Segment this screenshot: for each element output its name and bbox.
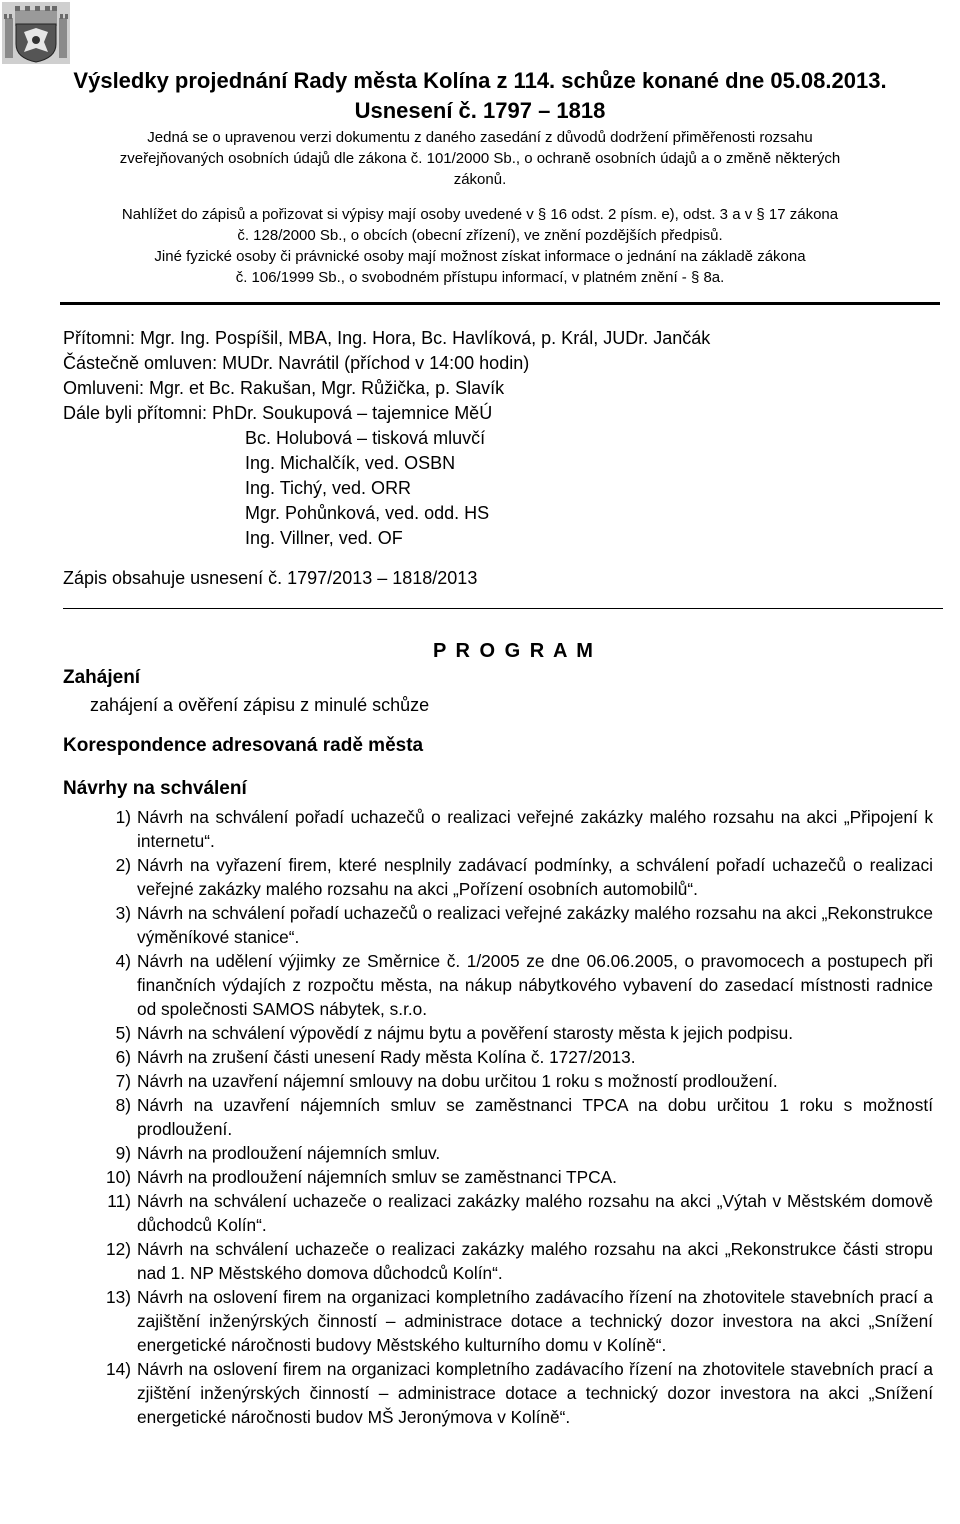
notice-line: zveřejňovaných osobních údajů dle zákona č. 101/2000 Sb., o ochraně osobních údajů a o změně některých bbox=[119, 150, 841, 167]
list-item-number: 12) bbox=[106, 1239, 131, 1259]
list-item-text: Návrh na schválení pořadí uchazečů o realizaci veřejné zakázky malého rozsahu na akci „Připojení k internetu“. bbox=[137, 807, 933, 851]
coat-of-arms-logo bbox=[2, 2, 70, 64]
list-item bbox=[63, 1165, 933, 1189]
attendance-other: Ing. Tichý, ved. ORR bbox=[245, 478, 412, 498]
list-item-text: Návrh na vyřazení firem, které nesplnily zadávací podmínky, a schválení pořadí uchazečů o realizaci veřejné zakázky malého rozsahu na akci „Pořízení osobních automobilů“. bbox=[137, 855, 933, 899]
list-item-text: Návrh na schválení uchazeče o realizaci zakázky malého rozsahu na akci „Rekonstrukce části stropu nad 1. NP Městského domova důchodců Kolín“. bbox=[137, 1239, 933, 1283]
list-item-number: 1) bbox=[115, 807, 131, 827]
list-item bbox=[63, 1189, 933, 1237]
list-item-number: 10) bbox=[106, 1167, 131, 1187]
list-item-text: Návrh na zrušení části unesení Rady města Kolína č. 1727/2013. bbox=[137, 1047, 636, 1067]
opening-text: zahájení a ověření zápisu z minulé schůze bbox=[90, 695, 430, 715]
list-item-text: Návrh na oslovení firem na organizaci kompletního zadávacího řízení na zhotovitele stavebních prací a zjištění inženýrských činností – administrace dotace a technický dozor investora na akci „Snížení energetické náročnosti budov MŠ Jeronýmova v Kolíně“. bbox=[137, 1359, 933, 1427]
list-item-number: 2) bbox=[115, 855, 131, 875]
list-item-text: Návrh na schválení uchazeče o realizaci zakázky malého rozsahu na akci „Výtah v Městském domově důchodců Kolín“. bbox=[137, 1191, 933, 1235]
list-item bbox=[63, 1021, 933, 1045]
resolutions-range: Zápis obsahuje usnesení č. 1797/2013 – 1818/2013 bbox=[63, 568, 478, 588]
list-item-number: 7) bbox=[115, 1071, 131, 1091]
list-item bbox=[63, 1069, 933, 1093]
opening-heading: Zahájení bbox=[63, 667, 141, 688]
list-item-text: Návrh na oslovení firem na organizaci kompletního zadávacího řízení na zhotovitele stavebních prací a zajištění inženýrských činností – administrace dotace a technický dozor investora na akci „Snížení energetické náročnosti budovy Městského kulturního domu v Kolíně“. bbox=[137, 1287, 933, 1355]
list-item-number: 5) bbox=[115, 1023, 131, 1043]
attendance-present: Přítomni: Mgr. Ing. Pospíšil, MBA, Ing. Hora, Bc. Havlíková, p. Král, JUDr. Jančák bbox=[63, 328, 711, 348]
program-title: P R O G R A M bbox=[433, 640, 595, 662]
list-item-number: 9) bbox=[115, 1143, 131, 1163]
notice-line: Jedná se o upravenou verzi dokumentu z daného zasedání z důvodů dodržení přiměřenosti rozsahu bbox=[147, 129, 813, 146]
divider bbox=[60, 302, 940, 305]
list-item bbox=[63, 1093, 933, 1141]
list-item bbox=[63, 1285, 933, 1357]
attendance-others: Dále byli přítomni: PhDr. Soukupová – tajemnice MěÚ bbox=[63, 403, 493, 423]
list-item-text: Návrh na uzavření nájemní smlouvy na dobu určitou 1 roku s možností prodloužení. bbox=[137, 1071, 778, 1091]
notice-line: č. 106/1999 Sb., o svobodném přístupu informací, v platném znění - § 8a. bbox=[235, 269, 725, 286]
list-item-text: Návrh na schválení pořadí uchazečů o realizaci veřejné zakázky malého rozsahu na akci „Rekonstrukce výměníkové stanice“. bbox=[137, 903, 933, 947]
divider bbox=[63, 608, 943, 609]
list-item-number: 4) bbox=[115, 951, 131, 971]
attendance-partial: Částečně omluven: MUDr. Navrátil (příchod v 14:00 hodin) bbox=[63, 353, 530, 373]
list-item-number: 6) bbox=[115, 1047, 131, 1067]
list-item-number: 3) bbox=[115, 903, 131, 923]
list-item-text: Návrh na prodloužení nájemních smluv se zaměstnanci TPCA. bbox=[137, 1167, 617, 1187]
list-item-text: Návrh na uzavření nájemních smluv se zaměstnanci TPCA na dobu určitou 1 roku s možností prodloužení. bbox=[137, 1095, 933, 1139]
list-item-text: Návrh na schválení výpovědí z nájmu bytu a pověření starosty města k jejich podpisu. bbox=[137, 1023, 794, 1043]
list-item bbox=[63, 949, 933, 1021]
correspondence-heading: Korespondence adresovaná radě města bbox=[63, 735, 424, 756]
attendance-other: Bc. Holubová – tisková mluvčí bbox=[245, 428, 486, 448]
document-title: Výsledky projednání Rady města Kolína z 114. schůze konané dne 05.08.2013. bbox=[73, 68, 887, 93]
notice-line: zákonů. bbox=[453, 171, 507, 188]
list-item bbox=[63, 1141, 933, 1165]
proposals-heading: Návrhy na schválení bbox=[63, 778, 247, 799]
list-item bbox=[63, 1045, 933, 1069]
notice-line: Jiné fyzické osoby či právnické osoby mají možnost získat informace o jednání na základě zákona bbox=[154, 248, 806, 265]
list-item-text: Návrh na prodloužení nájemních smluv. bbox=[137, 1143, 441, 1163]
list-item-text: Návrh na udělení výjimky ze Směrnice č. 1/2005 ze dne 06.06.2005, o pravomocech a postupech při finančních výdajích z rozpočtu města, na nákup nábytkového vybavení do zasedací místnosti radnice od společnosti SAMOS nábytek, s.r.o. bbox=[137, 951, 933, 1019]
resolution-range: Usnesení č. 1797 – 1818 bbox=[354, 98, 606, 123]
list-item bbox=[63, 1357, 933, 1429]
list-item-number: 13) bbox=[106, 1287, 131, 1307]
list-item-number: 11) bbox=[107, 1191, 131, 1211]
attendance-other: Ing. Villner, ved. OF bbox=[245, 528, 403, 548]
list-item bbox=[63, 853, 933, 901]
list-item bbox=[63, 901, 933, 949]
attendance-other: Ing. Michalčík, ved. OSBN bbox=[245, 453, 456, 473]
list-item-number: 14) bbox=[106, 1359, 131, 1379]
proposal-list bbox=[63, 805, 933, 1429]
notice-line: č. 128/2000 Sb., o obcích (obecní zřízení), ve znění pozdějších předpisů. bbox=[237, 227, 723, 244]
attendance-other: Mgr. Pohůnková, ved. odd. HS bbox=[245, 503, 490, 523]
list-item bbox=[63, 1237, 933, 1285]
list-item-number: 8) bbox=[115, 1095, 131, 1115]
attendance-excused: Omluveni: Mgr. et Bc. Rakušan, Mgr. Růžička, p. Slavík bbox=[63, 378, 505, 398]
notice-line: Nahlížet do zápisů a pořizovat si výpisy mají osoby uvedené v § 16 odst. 2 písm. e), odst. 3 a v § 17 zákona bbox=[121, 206, 839, 223]
list-item bbox=[63, 805, 933, 853]
